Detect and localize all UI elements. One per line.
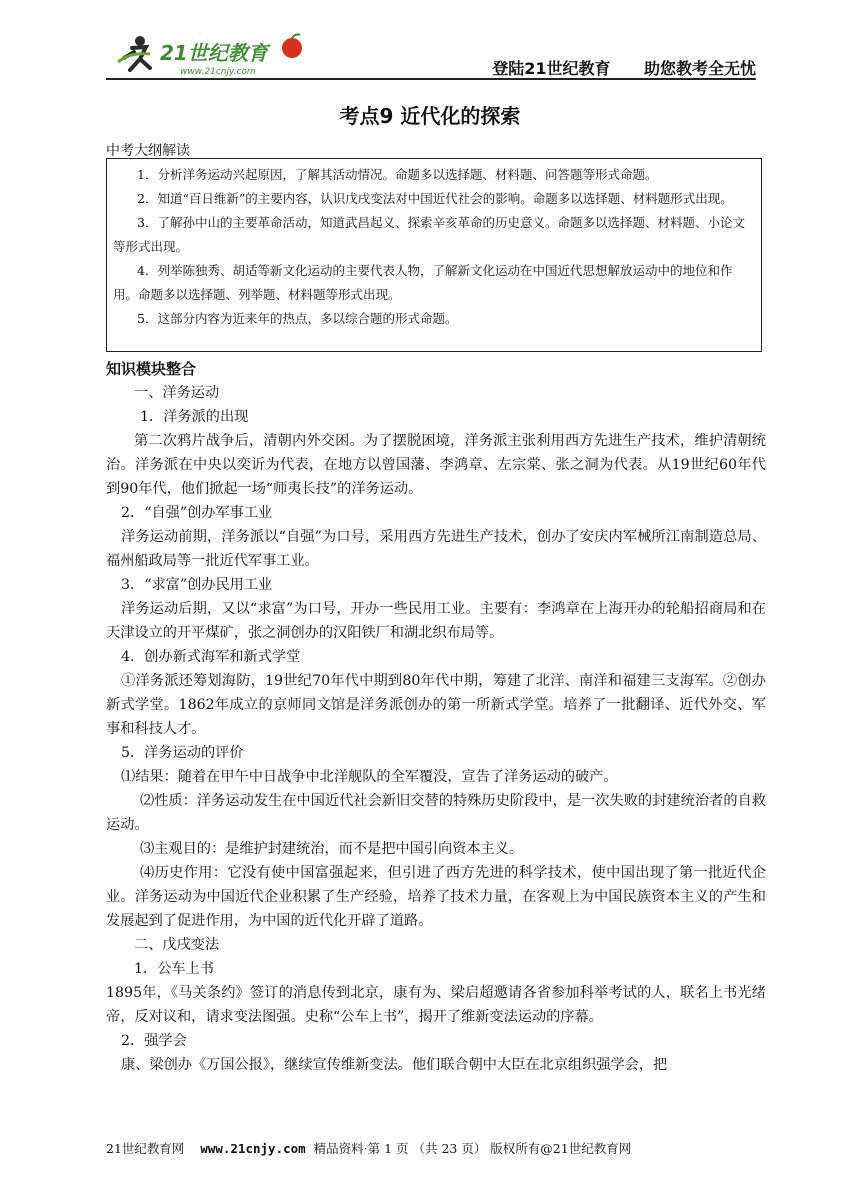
paragraph: 康、梁创办《万国公报》，继续宣传维新变法。他们联合朝中大臣在北京组织强学会，把 — [121, 1057, 668, 1073]
outline-label: 中考大纲解读 — [106, 143, 190, 159]
outline-item: 3．了解孙中山的主要革命活动，知道武昌起义、探索辛亥革命的历史意义。命题多以选择题、材料题、小论文等形式出现。 — [113, 215, 745, 254]
heading-level2: 1．洋务派的出现 — [140, 409, 249, 425]
paragraph: ⑴结果：随着在甲午中日战争中北洋舰队的全军覆没，宣告了洋务运动的破产。 — [121, 769, 618, 785]
heading-level2: 2．强学会 — [121, 1033, 187, 1049]
paragraph: ①洋务派还筹划海防，19世纪70年代中期到80年代中期，筹建了北洋、南洋和福建三支海军。②创办新式学堂。1862年成立的京师同文馆是洋务派创办的第一所新式学堂。培养了一批翻译、近代外交、军事和科技人才。 — [106, 673, 766, 737]
outline-box — [106, 158, 762, 352]
outline-item: 4．列举陈独秀、胡适等新文化运动的主要代表人物，了解新文化运动在中国近代思想解放运动中的地位和作用。命题多以选择题、列举题、材料题等形式出现。 — [113, 263, 733, 302]
apple-icon — [282, 38, 302, 58]
footer-page-info: 精品资料·第 1 页 （共 23 页） 版权所有@21世纪教育网 — [313, 1141, 632, 1156]
page-header — [106, 30, 756, 80]
heading-level2: 2．“自强”创办军事工业 — [121, 505, 273, 521]
outline-item: 2．知道“百日维新”的主要内容，认识戊戌变法对中国近代社会的影响。命题多以选择题、材料题形式出现。 — [137, 191, 733, 206]
header-slogan — [492, 56, 756, 79]
heading-level1: 二、戊戌变法 — [134, 937, 220, 953]
paragraph: ⑷历史作用：它没有使中国富强起来，但引进了西方先进的科学技术，使中国出现了第一批近代企业。洋务运动为中国近代企业积累了生产经验，培养了技术力量，在客观上为中国民族资本主义的产生和发展起到了促进作用，为中国的近代化开辟了道路。 — [106, 865, 766, 929]
footer-left: 21世纪教育网 — [106, 1141, 185, 1156]
outline-item: 1．分析洋务运动兴起原因，了解其活动情况。命题多以选择题、材料题、问答题等形式命题。 — [137, 167, 658, 182]
heading-level2: 3．“求富”创办民用工业 — [121, 577, 273, 593]
paragraph: ⑶主观目的：是维护封建统治，而不是把中国引向资本主义。 — [140, 841, 524, 857]
heading-level1: 一、洋务运动 — [134, 385, 220, 401]
section-heading: 知识模块整合 — [106, 360, 197, 378]
runner-icon — [118, 36, 150, 70]
body-text — [106, 381, 766, 1077]
heading-level2: 4．创办新式海军和新式学堂 — [121, 649, 301, 665]
paragraph: ⑵性质：洋务运动发生在中国近代社会新旧交替的特殊历史阶段中，是一次失败的封建统治者的自救运动。 — [106, 793, 766, 833]
paragraph: 洋务运动前期，洋务派以“自强”为口号，采用西方先进生产技术，创办了安庆内军械所江南制造总局、福州船政局等一批近代军事工业。 — [106, 529, 766, 569]
footer-site-link[interactable]: www.21cnjy.com — [200, 1141, 306, 1156]
page-footer — [106, 1139, 746, 1157]
heading-level2: 5．洋务运动的评价 — [121, 745, 244, 761]
page-title: 考点9 近代化的探索 — [339, 104, 521, 128]
logo-text: 21世纪教育 — [160, 41, 268, 65]
paragraph: 第二次鸦片战争后，清朝内外交困。为了摆脱困境，洋务派主张利用西方先进生产技术，维护清朝统治。洋务派在中央以奕䜣为代表，在地方以曾国藩、李鸿章、左宗棠、张之洞为代表。从19世纪60年代到90年代，他们掀起一场“师夷长技”的洋务运动。 — [106, 433, 766, 497]
paragraph: 洋务运动后期，又以“求富”为口号，开办一些民用工业。主要有：李鸿章在上海开办的轮船招商局和在天津设立的开平煤矿，张之洞创办的汉阳铁厂和湖北织布局等。 — [106, 601, 766, 641]
site-logo — [110, 32, 310, 78]
paragraph: 1895年，《马关条约》签订的消息传到北京，康有为、梁启超邀请各省参加科举考试的人，联名上书光绪帝，反对议和，请求变法图强。史称“公车上书”，揭开了维新变法运动的序幕。 — [106, 985, 766, 1025]
heading-level2: 1．公车上书 — [134, 961, 214, 977]
header-divider — [106, 78, 756, 80]
slogan-right: 助您教考全无忧 — [643, 59, 756, 78]
logo-url: www.21cnjy.com — [180, 67, 256, 77]
slogan-left: 登陆21世纪教育 — [492, 59, 611, 78]
outline-item: 5．这部分内容为近来年的热点，多以综合题的形式命题。 — [137, 311, 458, 326]
